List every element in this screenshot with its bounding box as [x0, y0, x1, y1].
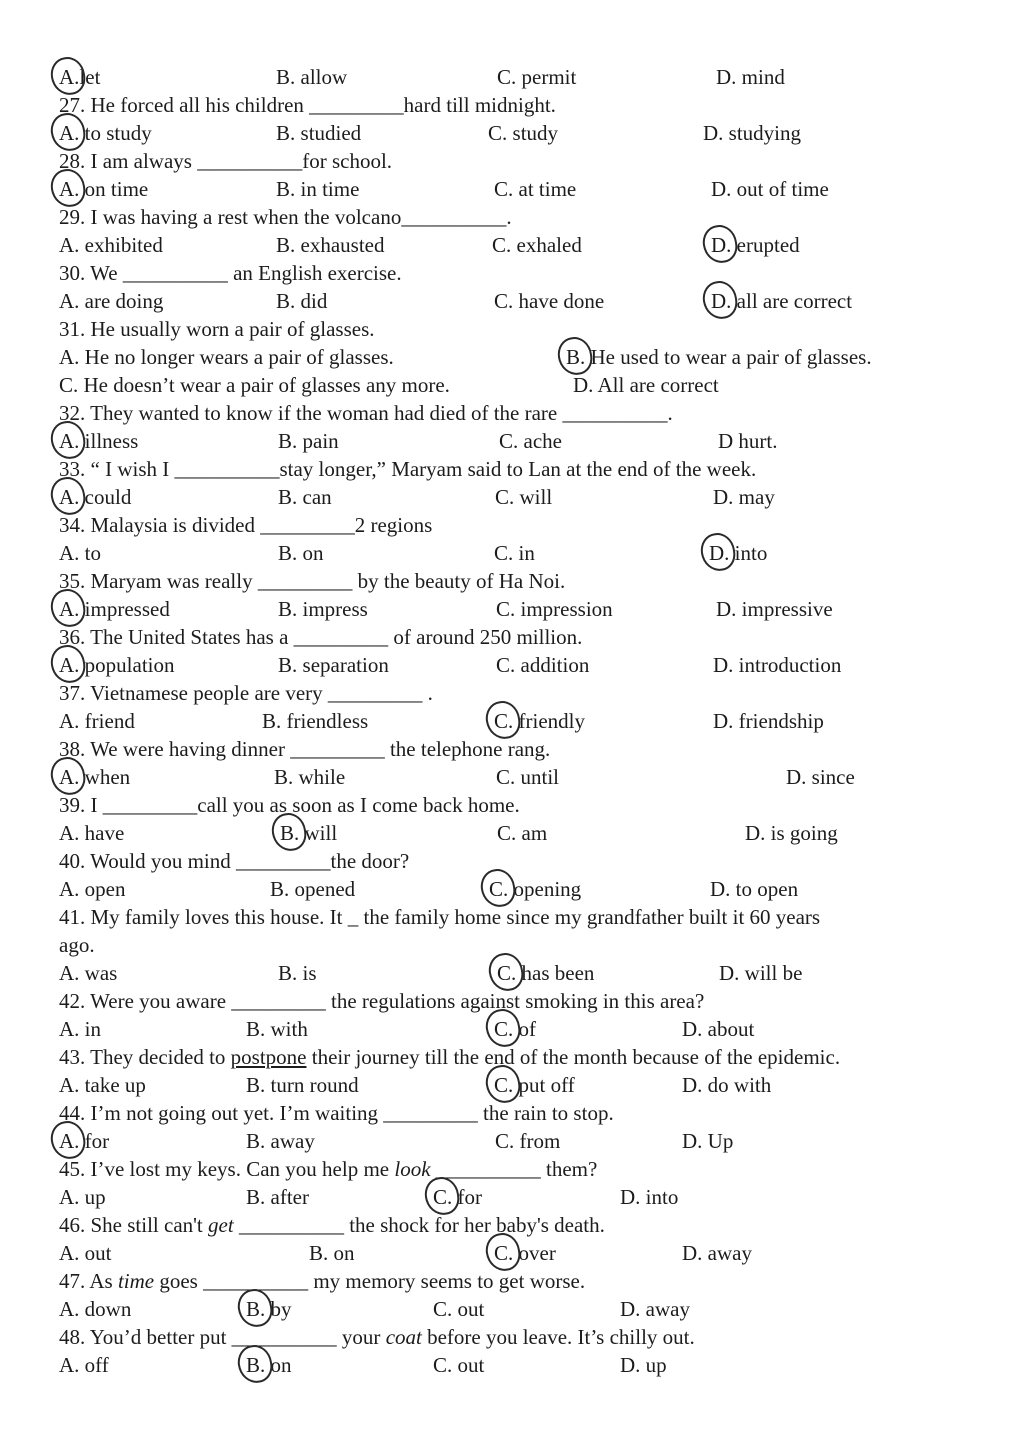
answer-circle: B.: [246, 1297, 266, 1321]
answer-circle: A.: [59, 765, 80, 789]
question-36: 36. The United States has a _________ of around 250 million.: [59, 625, 583, 649]
question-42: 42. Were you aware _________ the regulations against smoking in this area?: [59, 989, 705, 1013]
question-33-options: A. could B. can C. will D. may: [59, 485, 775, 509]
question-45: 45. I’ve lost my keys. Can you help me look __________ them?: [59, 1157, 598, 1181]
question-45-options: A. up B. after C. for D. into: [59, 1185, 679, 1209]
question-30: 30. We __________ an English exercise.: [59, 261, 402, 285]
question-40: 40. Would you mind _________the door?: [59, 849, 410, 873]
answer-circle: C.: [497, 961, 517, 985]
question-46-options: A. out B. on C. over D. away: [59, 1241, 752, 1265]
answer-circle: A.: [59, 597, 80, 621]
question-29-options: A. exhibited B. exhausted C. exhaled D. erupted: [59, 233, 800, 257]
question-31-options-2: C. He doesn’t wear a pair of glasses any more. D. All are correct: [59, 373, 719, 397]
question-35: 35. Maryam was really _________ by the beauty of Ha Noi.: [59, 569, 566, 593]
question-35-options: A. impressed B. impress C. impression D. impressive: [59, 597, 833, 621]
answer-circle: A.: [59, 1129, 80, 1153]
question-29: 29. I was having a rest when the volcano__________.: [59, 205, 512, 229]
question-30-options: A. are doing B. did C. have done D. all are correct: [59, 289, 853, 313]
answer-circle: A.: [59, 65, 80, 89]
question-33: 33. “ I wish I __________stay longer,” Maryam said to Lan at the end of the week.: [59, 457, 757, 481]
question-47-options: A. down B. by C. out D. away: [59, 1297, 690, 1321]
answer-circle: B.: [246, 1353, 266, 1377]
question-39: 39. I _________call you as soon as I come back home.: [59, 793, 520, 817]
option-a: A.let: [59, 65, 101, 89]
question-46: 46. She still can't get __________ the shock for her baby's death.: [59, 1213, 605, 1237]
question-37: 37. Vietnamese people are very _________ .: [59, 681, 433, 705]
answer-circle: A.: [59, 429, 80, 453]
question-31: 31. He usually worn a pair of glasses.: [59, 317, 375, 341]
answer-circle: A.: [59, 653, 80, 677]
question-38: 38. We were having dinner _________ the telephone rang.: [59, 737, 551, 761]
answer-circle: C.: [433, 1185, 453, 1209]
question-48: 48. You’d better put __________ your coat before you leave. It’s chilly out.: [59, 1325, 695, 1349]
question-36-options: A. population B. separation C. addition D. introduction: [59, 653, 842, 677]
question-44: 44. I’m not going out yet. I’m waiting _________ the rain to stop.: [59, 1101, 614, 1125]
answer-circle: C.: [494, 709, 514, 733]
question-32: 32. They wanted to know if the woman had died of the rare __________.: [59, 401, 673, 425]
question-34-options: A. to B. on C. in D. into: [59, 541, 768, 565]
answer-circle: D.: [711, 289, 732, 313]
underlined-word: postpone: [230, 1045, 307, 1069]
question-41-continued: ago.: [59, 933, 95, 957]
answer-circle: D.: [709, 541, 730, 565]
question-40-options: A. open B. opened C. opening D. to open: [59, 877, 799, 901]
answer-circle: C.: [494, 1073, 514, 1097]
question-39-options: A. have B. will C. am D. is going: [59, 821, 838, 845]
question-27: 27. He forced all his children _________hard till midnight.: [59, 93, 556, 117]
question-41: 41. My family loves this house. It _ the family home since my grandfather built it 60 years: [59, 905, 821, 929]
question-28: 28. I am always __________for school.: [59, 149, 393, 173]
answer-circle: C.: [494, 1017, 514, 1041]
question-43-options: A. take up B. turn round C. put off D. do with: [59, 1073, 772, 1097]
answer-circle: A.: [59, 485, 80, 509]
answer-circle: C.: [489, 877, 509, 901]
question-37-options: A. friend B. friendless C. friendly D. friendship: [59, 709, 824, 733]
question-44-options: A. for B. away C. from D. Up: [59, 1129, 734, 1153]
question-27-options: A. to study B. studied C. study D. studying: [59, 121, 802, 145]
answer-circle: B.: [566, 345, 586, 369]
question-43: 43. They decided to postpone their journey till the end of the month because of the epidemic.: [59, 1045, 841, 1069]
answer-circle: C.: [494, 1241, 514, 1265]
option-c: C. permit: [497, 65, 577, 89]
answer-circle: D.: [711, 233, 732, 257]
answer-circle: A.: [59, 121, 80, 145]
question-47: 47. As time goes __________ my memory seems to get worse.: [59, 1269, 586, 1293]
option-d: D. mind: [716, 65, 785, 89]
question-48-options: A. off B. on C. out D. up: [59, 1353, 667, 1377]
question-34: 34. Malaysia is divided _________2 regions: [59, 513, 433, 537]
answer-circle: B.: [280, 821, 300, 845]
option-b: B. allow: [276, 65, 348, 89]
question-32-options: A. illness B. pain C. ache D hurt.: [59, 429, 778, 453]
question-26-options: [0, 63, 1024, 91]
question-31-options-1: A. He no longer wears a pair of glasses. B. He used to wear a pair of glasses.: [59, 345, 872, 369]
answer-circle: A.: [59, 177, 80, 201]
question-41-options: A. was B. is C. has been D. will be: [59, 961, 803, 985]
question-28-options: A. on time B. in time C. at time D. out of time: [59, 177, 829, 201]
question-42-options: A. in B. with C. of D. about: [59, 1017, 755, 1041]
question-38-options: A. when B. while C. until D. since: [59, 765, 855, 789]
